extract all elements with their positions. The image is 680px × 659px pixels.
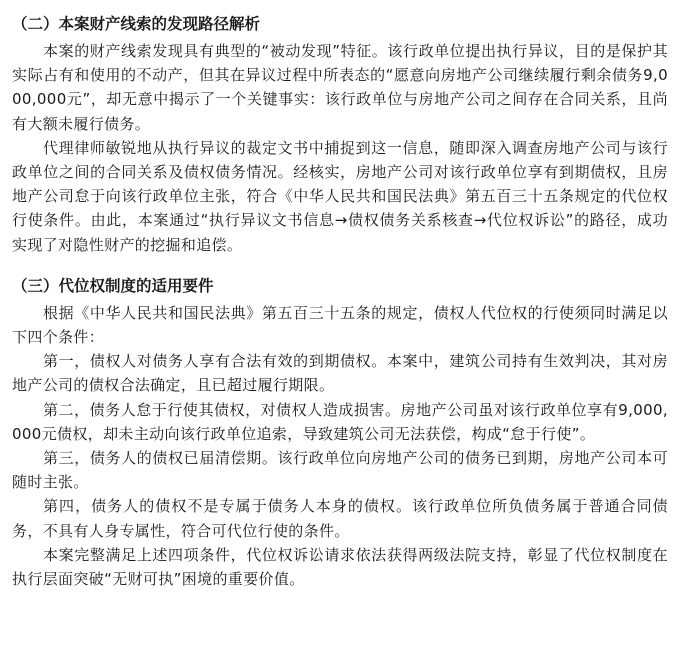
paragraph: 代理律师敏锐地从执行异议的裁定文书中捕捉到这一信息，随即深入调查房地产公司与该行政单位之间的合同关系及债权债务情况。经核实，房地产公司对该行政单位享有到期债权，且房地产公司怠于向该行政单位主张，符合《中华人民共和国民法典》第五百三十五条规定的代位权行使条件。由此，本案通过“执行异议文书信息→债权债务关系核查→代位权诉讼”的路径，成功实现了对隐性财产的挖掘和追偿。	[12, 138, 668, 254]
section-heading: （三）代位权制度的适用要件	[12, 276, 214, 295]
section-heading: （二）本案财产线索的发现路径解析	[12, 15, 261, 33]
paragraph: 根据《中华人民共和国民法典》第五百三十五条的规定，债权人代位权的行使须同时满足以下四个条件：	[12, 303, 668, 347]
section-discovery-path	[12, 11, 668, 257]
paragraph: 第一，债权人对债务人享有合法有效的到期债权。本案中，建筑公司持有生效判决，其对房地产公司的债权合法确定，且已超过履行期限。	[12, 352, 668, 395]
paragraph: 本案的财产线索发现具有典型的“被动发现”特征。该行政单位提出执行异议，目的是保护其实际占有和使用的不动产，但其在异议过程中所表态的“愿意向房地产公司继续履行剩余债务9,000,000元”，却无意中揭示了一个关键事实：该行政单位与房地产公司之间存在合同关系，且尚有大额未履行债务。	[12, 42, 668, 133]
paragraph: 第四，债务人的债权不是专属于债务人本身的债权。该行政单位所负债务属于普通合同债务，不具有人身专属性，符合可代位行使的条件。	[12, 497, 668, 540]
paragraph: 第二，债务人怠于行使其债权，对债权人造成损害。房地产公司虽对该行政单位享有9,000,000元债权，却未主动向该行政单位追索，导致建筑公司无法获偿，构成“怠于行使”。	[12, 400, 668, 443]
paragraph: 第三，债务人的债权已届清偿期。该行政单位向房地产公司的债务已到期，房地产公司本可随时主张。	[12, 449, 668, 492]
section-subrogation-requirements	[12, 273, 668, 591]
paragraph: 本案完整满足上述四项条件，代位权诉讼请求依法获得两级法院支持，彰显了代位权制度在执行层面突破“无财可执”困境的重要价值。	[12, 545, 668, 589]
